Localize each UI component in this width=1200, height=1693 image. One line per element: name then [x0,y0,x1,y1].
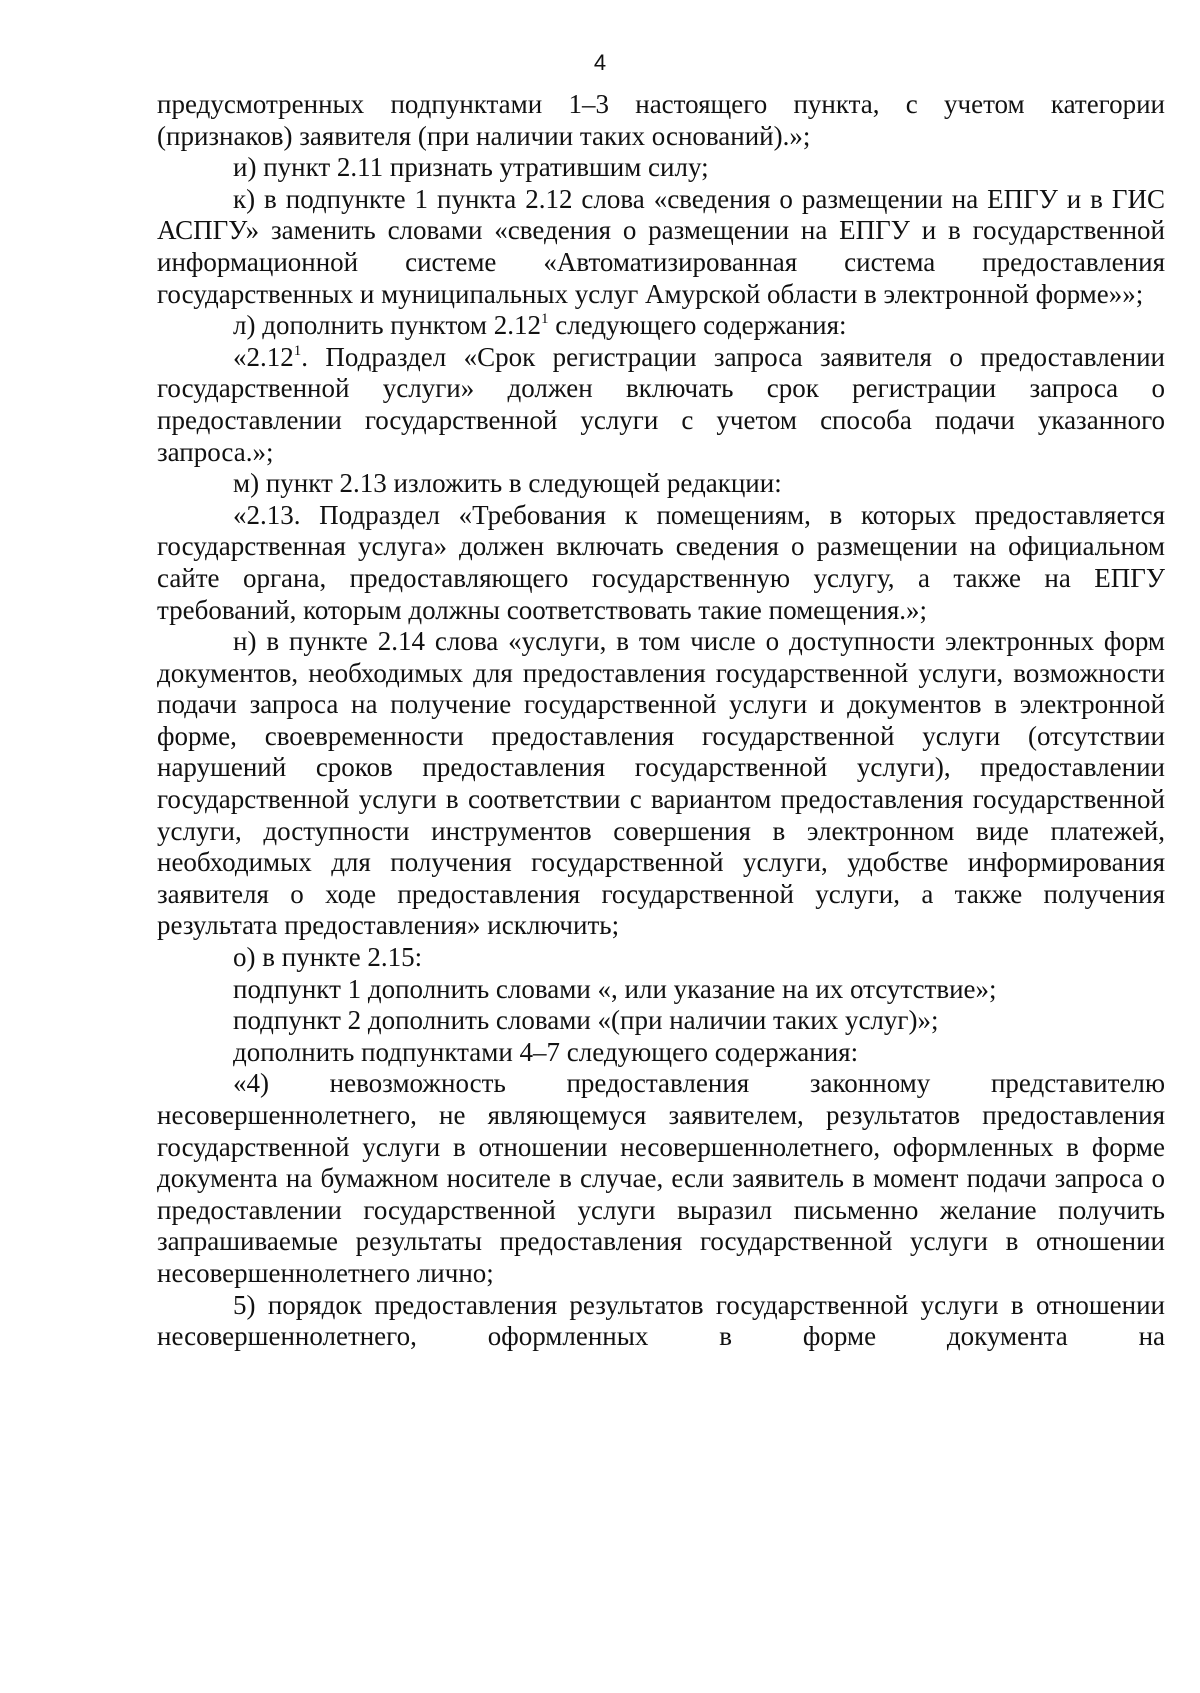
paragraph: и) пункт 2.11 признать утратившим силу; [233,152,709,183]
superscript: 1 [540,311,549,328]
document-body [157,89,1165,1353]
paragraph: н) в пункте 2.14 слова «услуги, в том числе о доступности электронных форм документов, необходимых для предоставления государственной услуги, возможности подачи запроса на получение государственной услуги и документов в электронной форме, своевременности предоставления государственной услуги (отсутствии нарушений сроков предоставления государственной услуги), предоставлении государственной услуги в соответствии с вариантом предоставления государственной услуги, доступности инструментов совершения в электронном виде платежей, необходимых для получения государственной услуги, удобстве информирования заявителя о ходе предоставления государственной услуги, а также получения результата предоставления» исключить; [157,626,1165,941]
paragraph: «4) невозможность предоставления законному представителю несовершеннолетнего, не являющемуся заявителем, результатов предоставления государственной услуги в отношении несовершеннолетнего, оформленных в форме документа на бумажном носителе в случае, если заявитель в момент подачи запроса о предоставлении государственной услуги выразил письменно желание получить запрашиваемые результаты предоставления государственной услуги в отношении несовершеннолетнего лично; [157,1068,1165,1288]
paragraph: м) пункт 2.13 изложить в следующей редакции: [233,468,782,499]
paragraph: «2.13. Подраздел «Требования к помещениям, в которых предоставляется государственная услуга» должен включать сведения о размещении на официальном сайте органа, предоставляющего государственную услугу, а также на ЕПГУ требований, которым должны соответствовать такие помещения.»; [157,499,1165,625]
page-number: 4 [593,50,607,75]
paragraph: о) в пункте 2.15: [233,942,423,973]
paragraph: подпункт 1 дополнить словами «, или указание на их отсутствие»; [233,973,997,1004]
paragraph: л) дополнить пунктом 2.12$^1$ следующего содержания: [233,310,847,341]
paragraph: «2.12$^1$. Подраздел «Срок регистрации запроса заявителя о предоставлении государственной услуги» должен включать срок регистрации запроса о предоставлении государственной услуги с учетом способа подачи указанного запроса.»; [157,341,1165,467]
superscript: 1 [293,342,302,359]
paragraph: к) в подпункте 1 пункта 2.12 слова «сведения о размещении на ЕПГУ и в ГИС АСПГУ» заменить словами «сведения о размещении на ЕПГУ и в государственной информационной системе «Автоматизированная система предоставления государственных и муниципальных услуг Амурской области в электронной форме»»; [157,183,1165,309]
paragraph: дополнить подпунктами 4–7 следующего содержания: [233,1036,859,1067]
paragraph: предусмотренных подпунктами 1–3 настоящего пункта, с учетом категории (признаков) заявителя (при наличии таких оснований).»; [157,89,1165,151]
paragraph: подпункт 2 дополнить словами «(при наличии таких услуг)»; [233,1005,939,1036]
paragraph: 5) порядок предоставления результатов государственной услуги в отношении несовершеннолетнего, оформленных в форме документа на [157,1289,1165,1352]
